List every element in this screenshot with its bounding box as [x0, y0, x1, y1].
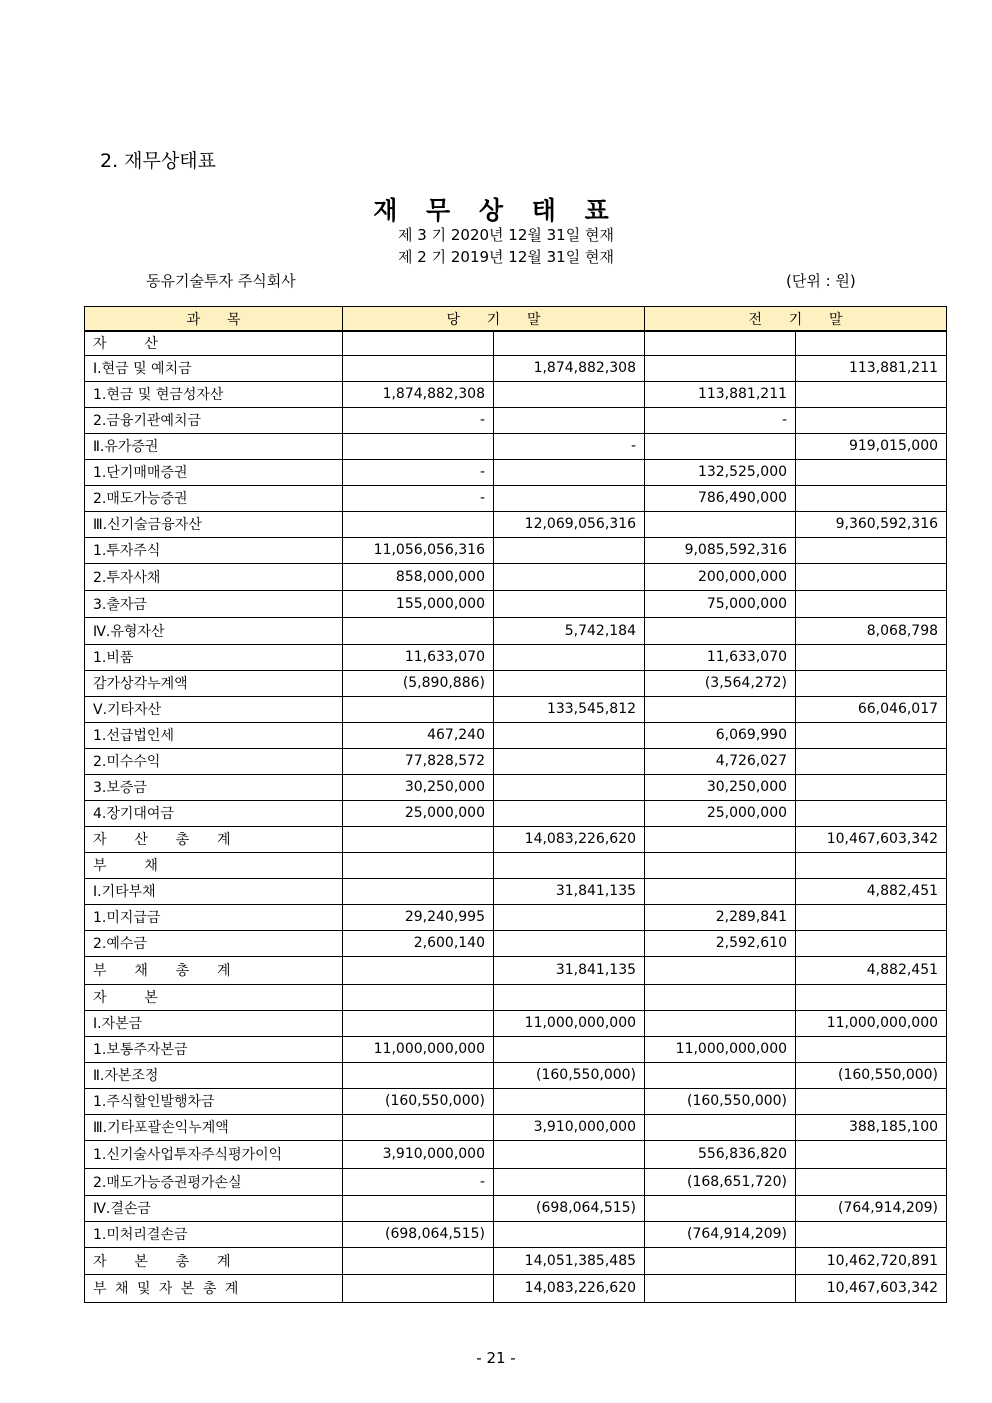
current-subtotal-cell: (698,064,515)	[494, 1195, 645, 1221]
current-detail-cell: 11,000,000,000	[343, 1036, 494, 1062]
current-subtotal-cell	[494, 537, 645, 563]
current-detail-cell: 30,250,000	[343, 774, 494, 800]
current-subtotal-cell	[494, 1221, 645, 1247]
prior-detail-cell: 25,000,000	[645, 800, 796, 826]
prior-detail-cell	[645, 696, 796, 722]
account-cell: 3.보증금	[85, 774, 343, 800]
current-detail-cell	[343, 1010, 494, 1036]
current-subtotal-cell	[494, 485, 645, 511]
current-subtotal-cell	[494, 407, 645, 433]
prior-detail-cell: 75,000,000	[645, 590, 796, 617]
account-cell: 1.주식할인발행차금	[85, 1088, 343, 1114]
account-cell: 부 채 총 계	[85, 956, 343, 984]
prior-subtotal-cell	[796, 904, 947, 930]
prior-subtotal-cell	[796, 984, 947, 1010]
prior-detail-cell	[645, 956, 796, 984]
table-row	[85, 956, 947, 984]
current-detail-cell: (5,890,886)	[343, 670, 494, 696]
account-cell: 2.투자사채	[85, 563, 343, 590]
table-row	[85, 722, 947, 748]
current-subtotal-cell	[494, 800, 645, 826]
current-detail-cell: -	[343, 407, 494, 433]
current-detail-cell	[343, 852, 494, 878]
table-row	[85, 331, 947, 355]
prior-detail-cell	[645, 1195, 796, 1221]
table-row	[85, 355, 947, 381]
current-subtotal-cell: (160,550,000)	[494, 1062, 645, 1088]
prior-detail-cell: 9,085,592,316	[645, 537, 796, 563]
account-cell: 1.신기술사업투자주식평가이익	[85, 1140, 343, 1168]
current-detail-cell: 858,000,000	[343, 563, 494, 590]
prior-subtotal-cell: (160,550,000)	[796, 1062, 947, 1088]
current-subtotal-cell	[494, 644, 645, 670]
prior-detail-cell: 132,525,000	[645, 459, 796, 485]
account-cell: 자 산	[85, 331, 343, 355]
current-subtotal-cell: 133,545,812	[494, 696, 645, 722]
current-subtotal-cell: 5,742,184	[494, 617, 645, 644]
prior-subtotal-cell: 919,015,000	[796, 433, 947, 459]
table-row	[85, 459, 947, 485]
current-detail-cell: 3,910,000,000	[343, 1140, 494, 1168]
table-row	[85, 800, 947, 826]
prior-subtotal-cell	[796, 774, 947, 800]
table-row	[85, 826, 947, 852]
balance-sheet-table	[84, 306, 947, 1303]
current-detail-cell	[343, 433, 494, 459]
table-row	[85, 644, 947, 670]
account-cell: Ⅳ.유형자산	[85, 617, 343, 644]
account-cell: Ⅱ.유가증권	[85, 433, 343, 459]
table-row	[85, 407, 947, 433]
account-cell: 1.미지급금	[85, 904, 343, 930]
current-subtotal-cell: 1,874,882,308	[494, 355, 645, 381]
table-row	[85, 748, 947, 774]
current-detail-cell: -	[343, 1168, 494, 1195]
prior-subtotal-cell	[796, 537, 947, 563]
table-row	[85, 1168, 947, 1195]
current-detail-cell: -	[343, 459, 494, 485]
prior-detail-cell: (160,550,000)	[645, 1088, 796, 1114]
prior-detail-cell: 2,592,610	[645, 930, 796, 956]
account-cell: 2.미수수익	[85, 748, 343, 774]
account-cell: 부 채	[85, 852, 343, 878]
prior-detail-cell: (168,651,720)	[645, 1168, 796, 1195]
prior-detail-cell	[645, 826, 796, 852]
current-detail-cell: 2,600,140	[343, 930, 494, 956]
account-cell: 2.매도가능증권	[85, 485, 343, 511]
prior-detail-cell	[645, 984, 796, 1010]
current-detail-cell	[343, 696, 494, 722]
header-prior-period: 전 기 말	[645, 307, 947, 332]
prior-subtotal-cell	[796, 800, 947, 826]
period-current: 제 3 기 2020년 12월 31일 현재	[398, 226, 614, 244]
current-subtotal-cell	[494, 331, 645, 355]
account-cell: 자 본 총 계	[85, 1247, 343, 1274]
current-detail-cell	[343, 826, 494, 852]
current-subtotal-cell: 14,083,226,620	[494, 826, 645, 852]
prior-detail-cell	[645, 355, 796, 381]
prior-subtotal-cell	[796, 485, 947, 511]
prior-detail-cell	[645, 1114, 796, 1140]
prior-subtotal-cell: 10,467,603,342	[796, 1274, 947, 1302]
account-cell: 4.장기대여금	[85, 800, 343, 826]
table-row	[85, 563, 947, 590]
current-subtotal-cell: 11,000,000,000	[494, 1010, 645, 1036]
current-detail-cell	[343, 1062, 494, 1088]
account-cell: 3.출자금	[85, 590, 343, 617]
prior-detail-cell: 6,069,990	[645, 722, 796, 748]
current-detail-cell	[343, 1195, 494, 1221]
prior-subtotal-cell: 4,882,451	[796, 956, 947, 984]
account-cell: 감가상각누계액	[85, 670, 343, 696]
account-cell: Ⅰ.기타부채	[85, 878, 343, 904]
prior-subtotal-cell	[796, 1088, 947, 1114]
table-row	[85, 1195, 947, 1221]
prior-subtotal-cell: 8,068,798	[796, 617, 947, 644]
account-cell: Ⅰ.자본금	[85, 1010, 343, 1036]
account-cell: 2.예수금	[85, 930, 343, 956]
current-detail-cell: -	[343, 485, 494, 511]
current-subtotal-cell: 31,841,135	[494, 878, 645, 904]
prior-subtotal-cell	[796, 852, 947, 878]
table-row	[85, 590, 947, 617]
current-subtotal-cell	[494, 930, 645, 956]
table-row	[85, 1088, 947, 1114]
current-detail-cell: 77,828,572	[343, 748, 494, 774]
table-row	[85, 1247, 947, 1274]
table-row	[85, 670, 947, 696]
unit-label: (단위 : 원)	[786, 272, 856, 290]
current-detail-cell: (160,550,000)	[343, 1088, 494, 1114]
prior-subtotal-cell	[796, 1168, 947, 1195]
prior-subtotal-cell	[796, 1036, 947, 1062]
current-subtotal-cell: -	[494, 433, 645, 459]
prior-detail-cell: (3,564,272)	[645, 670, 796, 696]
table-row	[85, 1062, 947, 1088]
company-name: 동유기술투자 주식회사	[146, 272, 296, 290]
current-detail-cell	[343, 331, 494, 355]
prior-subtotal-cell	[796, 590, 947, 617]
account-cell: 1.비품	[85, 644, 343, 670]
account-cell: 자 산 총 계	[85, 826, 343, 852]
prior-detail-cell	[645, 1247, 796, 1274]
document-title: 재 무 상 태 표	[373, 196, 619, 225]
prior-subtotal-cell	[796, 459, 947, 485]
header-current-period: 당 기 말	[343, 307, 645, 332]
prior-subtotal-cell	[796, 331, 947, 355]
table-row	[85, 904, 947, 930]
current-detail-cell	[343, 956, 494, 984]
current-subtotal-cell	[494, 1168, 645, 1195]
current-detail-cell	[343, 1247, 494, 1274]
prior-subtotal-cell: 9,360,592,316	[796, 511, 947, 537]
table-row	[85, 852, 947, 878]
table-row	[85, 537, 947, 563]
account-cell: Ⅱ.자본조정	[85, 1062, 343, 1088]
current-detail-cell	[343, 878, 494, 904]
current-subtotal-cell	[494, 984, 645, 1010]
current-subtotal-cell	[494, 904, 645, 930]
account-cell: 1.단기매매증권	[85, 459, 343, 485]
table-row	[85, 433, 947, 459]
current-subtotal-cell	[494, 1036, 645, 1062]
prior-subtotal-cell	[796, 563, 947, 590]
current-subtotal-cell: 14,051,385,485	[494, 1247, 645, 1274]
account-cell: 2.매도가능증권평가손실	[85, 1168, 343, 1195]
period-prior: 제 2 기 2019년 12월 31일 현재	[398, 248, 614, 266]
current-subtotal-cell	[494, 1088, 645, 1114]
prior-detail-cell: 11,000,000,000	[645, 1036, 796, 1062]
current-detail-cell: 155,000,000	[343, 590, 494, 617]
table-row	[85, 1036, 947, 1062]
prior-subtotal-cell: 388,185,100	[796, 1114, 947, 1140]
prior-detail-cell	[645, 1062, 796, 1088]
account-cell: Ⅳ.결손금	[85, 1195, 343, 1221]
current-subtotal-cell	[494, 590, 645, 617]
prior-detail-cell	[645, 433, 796, 459]
account-cell: Ⅲ.신기술금융자산	[85, 511, 343, 537]
prior-subtotal-cell	[796, 930, 947, 956]
table-row	[85, 1221, 947, 1247]
table-row	[85, 485, 947, 511]
current-subtotal-cell	[494, 670, 645, 696]
current-subtotal-cell	[494, 774, 645, 800]
prior-subtotal-cell: 66,046,017	[796, 696, 947, 722]
table-row	[85, 878, 947, 904]
prior-detail-cell: 200,000,000	[645, 563, 796, 590]
prior-subtotal-cell	[796, 1140, 947, 1168]
prior-subtotal-cell: (764,914,209)	[796, 1195, 947, 1221]
prior-detail-cell	[645, 852, 796, 878]
current-detail-cell: 11,056,056,316	[343, 537, 494, 563]
table-row	[85, 511, 947, 537]
prior-subtotal-cell	[796, 407, 947, 433]
prior-subtotal-cell	[796, 670, 947, 696]
table-row	[85, 617, 947, 644]
page-number: - 21 -	[476, 1349, 516, 1367]
prior-detail-cell: 556,836,820	[645, 1140, 796, 1168]
current-subtotal-cell	[494, 381, 645, 407]
table-row	[85, 1140, 947, 1168]
table-header-row	[85, 307, 947, 332]
account-cell: 1.미처리결손금	[85, 1221, 343, 1247]
prior-detail-cell: 11,633,070	[645, 644, 796, 670]
current-detail-cell	[343, 984, 494, 1010]
current-subtotal-cell	[494, 563, 645, 590]
table-row	[85, 930, 947, 956]
current-subtotal-cell	[494, 459, 645, 485]
prior-detail-cell	[645, 1274, 796, 1302]
current-detail-cell: 25,000,000	[343, 800, 494, 826]
table-row	[85, 1010, 947, 1036]
table-row	[85, 984, 947, 1010]
prior-subtotal-cell: 10,467,603,342	[796, 826, 947, 852]
table-row	[85, 774, 947, 800]
prior-subtotal-cell	[796, 1221, 947, 1247]
current-subtotal-cell	[494, 1140, 645, 1168]
account-cell: Ⅰ.현금 및 예치금	[85, 355, 343, 381]
current-detail-cell: 467,240	[343, 722, 494, 748]
prior-subtotal-cell: 10,462,720,891	[796, 1247, 947, 1274]
prior-detail-cell	[645, 1010, 796, 1036]
current-subtotal-cell	[494, 722, 645, 748]
account-cell: Ⅲ.기타포괄손익누계액	[85, 1114, 343, 1140]
current-detail-cell: 29,240,995	[343, 904, 494, 930]
prior-detail-cell: 30,250,000	[645, 774, 796, 800]
table-row	[85, 1274, 947, 1302]
prior-detail-cell	[645, 331, 796, 355]
table-row	[85, 1114, 947, 1140]
prior-detail-cell: 786,490,000	[645, 485, 796, 511]
current-subtotal-cell	[494, 852, 645, 878]
prior-subtotal-cell: 4,882,451	[796, 878, 947, 904]
prior-subtotal-cell: 11,000,000,000	[796, 1010, 947, 1036]
current-subtotal-cell: 31,841,135	[494, 956, 645, 984]
prior-subtotal-cell	[796, 722, 947, 748]
prior-detail-cell: 2,289,841	[645, 904, 796, 930]
current-detail-cell	[343, 617, 494, 644]
account-cell: 1.현금 및 현금성자산	[85, 381, 343, 407]
current-detail-cell: 1,874,882,308	[343, 381, 494, 407]
prior-subtotal-cell	[796, 748, 947, 774]
current-detail-cell	[343, 1274, 494, 1302]
current-subtotal-cell	[494, 748, 645, 774]
account-cell: 자 본	[85, 984, 343, 1010]
current-detail-cell	[343, 355, 494, 381]
prior-detail-cell	[645, 617, 796, 644]
current-subtotal-cell: 14,083,226,620	[494, 1274, 645, 1302]
header-account: 과 목	[85, 307, 343, 332]
account-cell: Ⅴ.기타자산	[85, 696, 343, 722]
prior-detail-cell: (764,914,209)	[645, 1221, 796, 1247]
prior-subtotal-cell	[796, 381, 947, 407]
current-detail-cell	[343, 1114, 494, 1140]
current-detail-cell: 11,633,070	[343, 644, 494, 670]
table-row	[85, 381, 947, 407]
prior-subtotal-cell: 113,881,211	[796, 355, 947, 381]
account-cell: 1.투자주식	[85, 537, 343, 563]
prior-detail-cell: 113,881,211	[645, 381, 796, 407]
account-cell: 2.금융기관예치금	[85, 407, 343, 433]
prior-detail-cell: -	[645, 407, 796, 433]
account-cell: 부 채 및 자 본 총 계	[85, 1274, 343, 1302]
table-row	[85, 696, 947, 722]
current-subtotal-cell: 3,910,000,000	[494, 1114, 645, 1140]
account-cell: 1.보통주자본금	[85, 1036, 343, 1062]
prior-detail-cell	[645, 511, 796, 537]
prior-detail-cell	[645, 878, 796, 904]
account-cell: 1.선급법인세	[85, 722, 343, 748]
prior-detail-cell: 4,726,027	[645, 748, 796, 774]
prior-subtotal-cell	[796, 644, 947, 670]
current-detail-cell: (698,064,515)	[343, 1221, 494, 1247]
current-detail-cell	[343, 511, 494, 537]
current-subtotal-cell: 12,069,056,316	[494, 511, 645, 537]
section-title: 2. 재무상태표	[100, 150, 216, 172]
